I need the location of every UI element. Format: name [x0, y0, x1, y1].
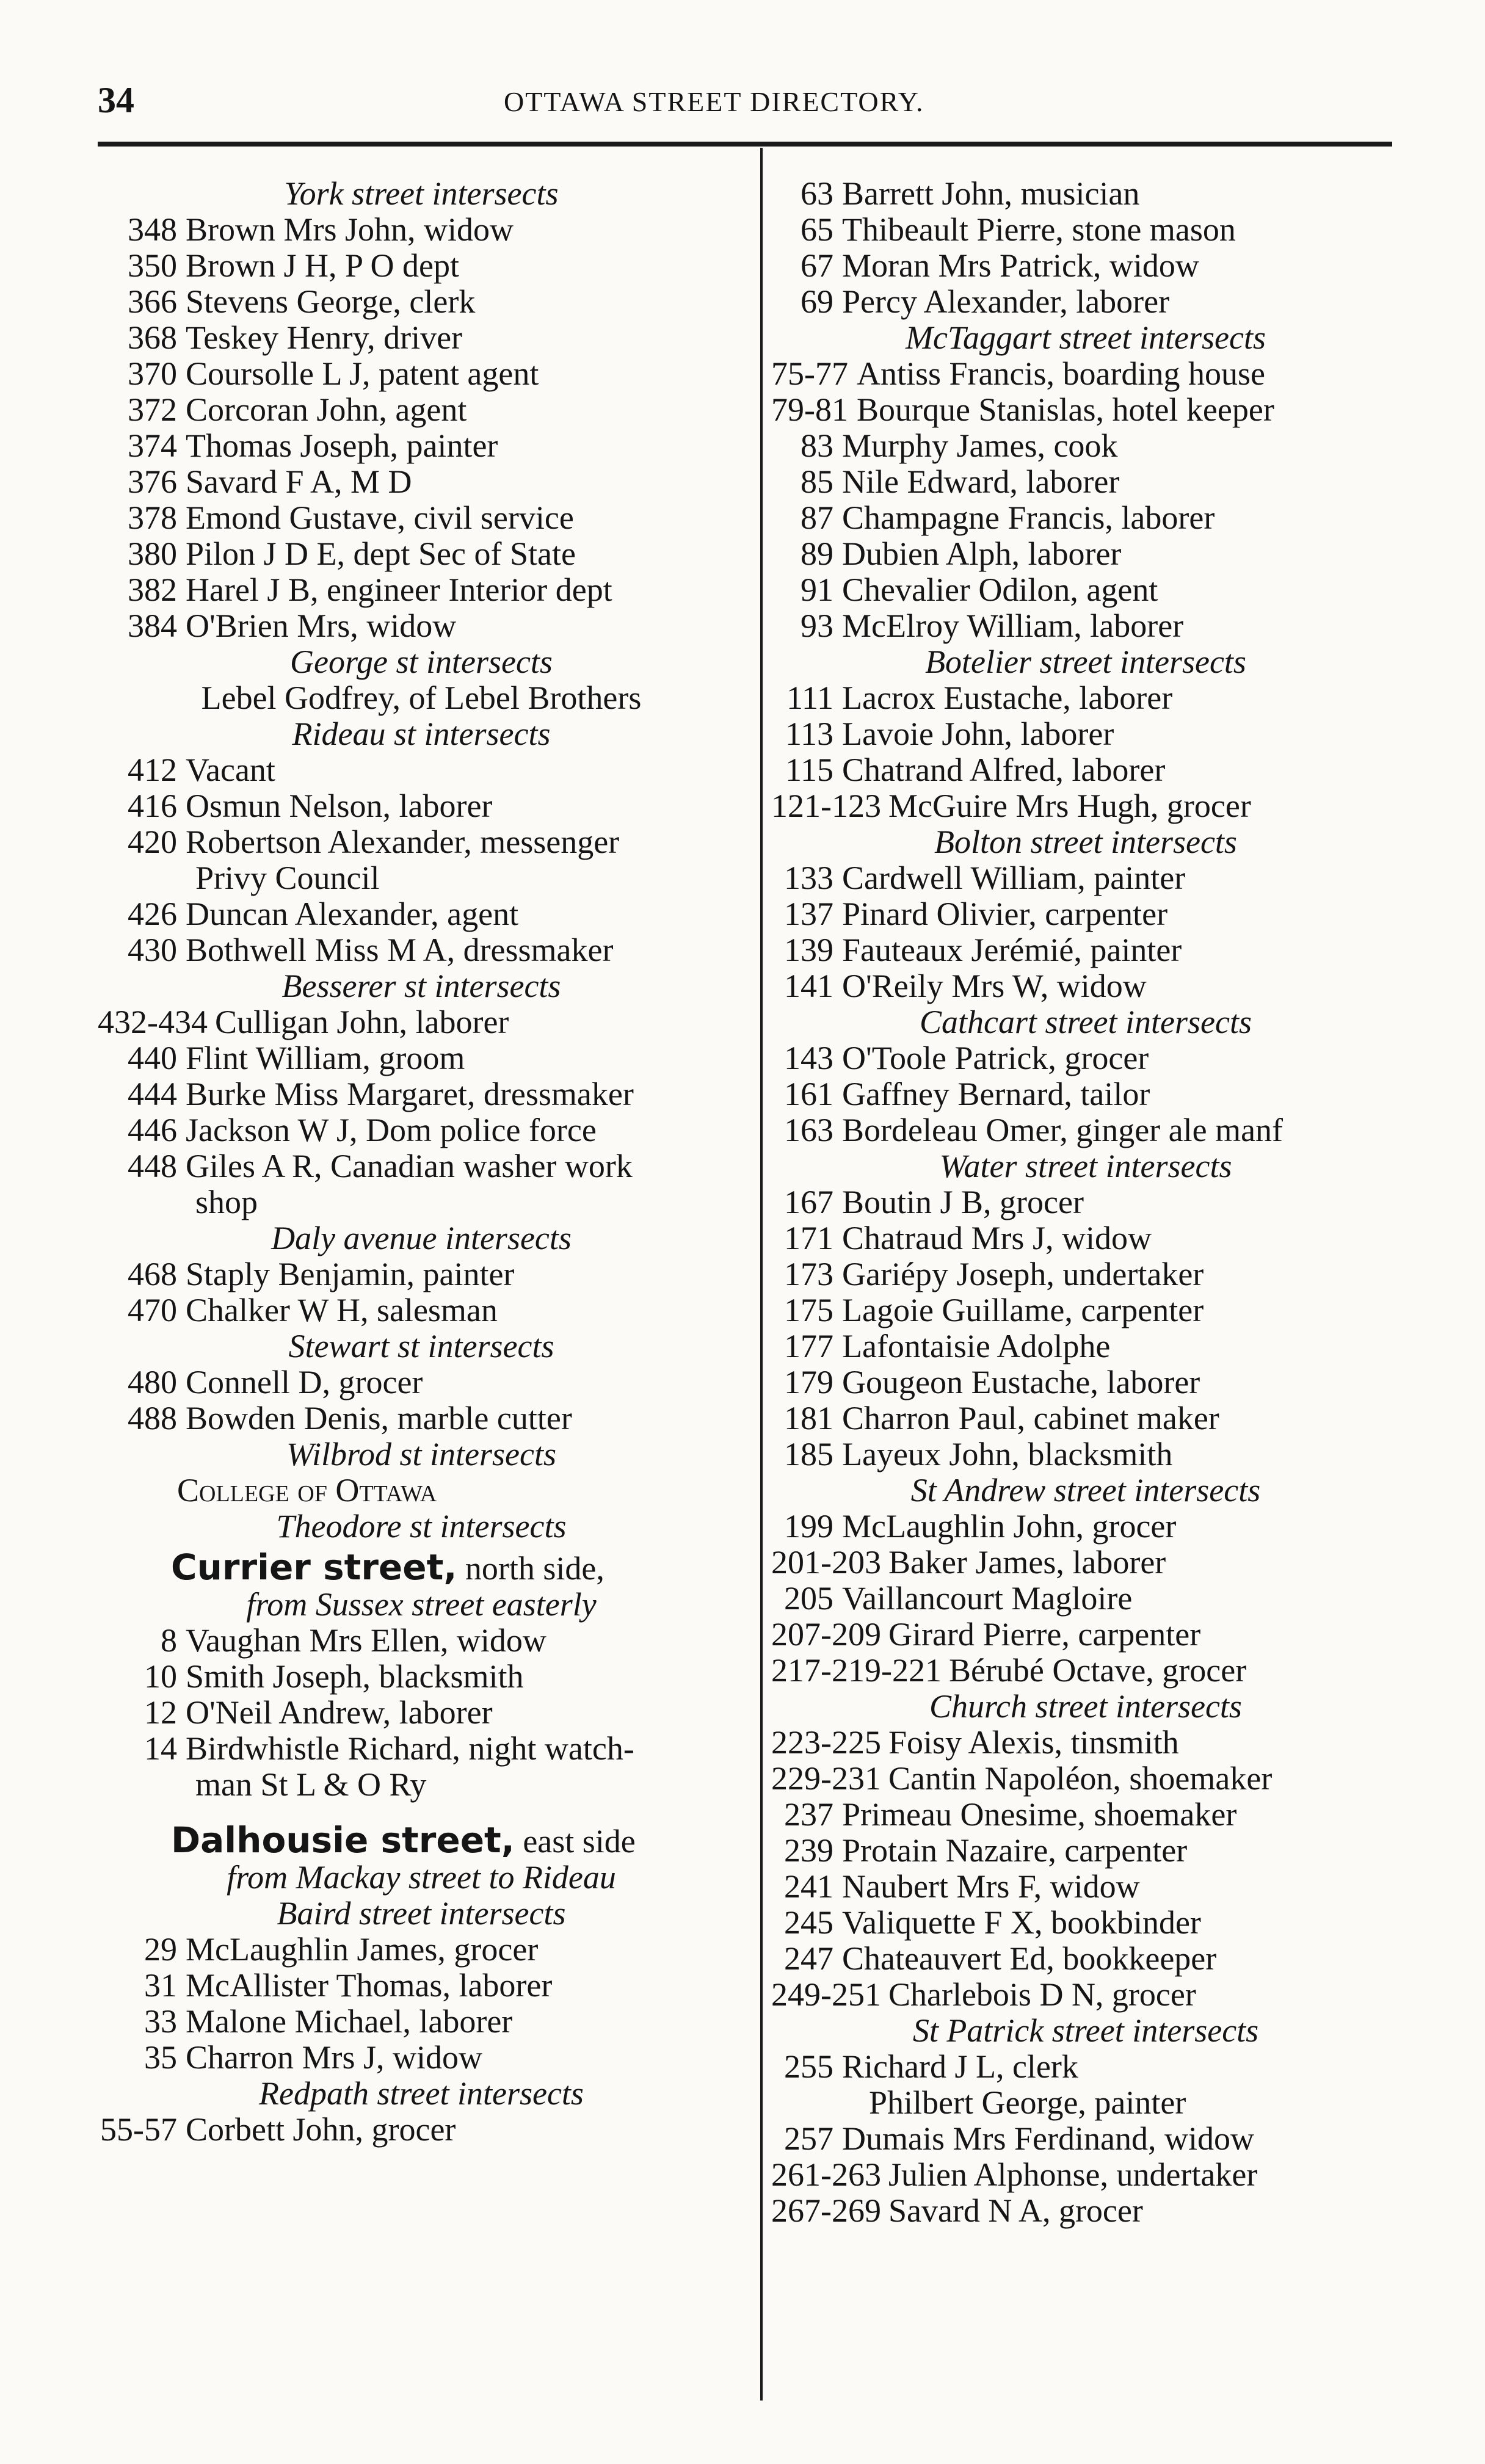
resident-name: Murphy James, cook — [842, 427, 1118, 464]
house-number: 175 — [784, 1292, 833, 1328]
resident-name: Chalker W H, salesman — [186, 1292, 498, 1328]
resident-name: McLaughlin John, grocer — [842, 1508, 1177, 1545]
resident-name: Birdwhistle Richard, night watch- — [186, 1730, 634, 1767]
directory-entry — [98, 1256, 745, 1292]
house-number: 348 — [128, 211, 177, 248]
street-side: north side, — [465, 1550, 605, 1587]
house-number: 372 — [128, 391, 177, 428]
resident-name: Julien Alphonse, undertaker — [888, 2156, 1258, 2193]
house-number: 384 — [128, 607, 177, 644]
directory-entry — [98, 1364, 745, 1400]
directory-entry — [771, 2193, 1400, 2229]
directory-entry — [771, 680, 1400, 716]
header-rule — [98, 142, 1392, 147]
house-number: 199 — [784, 1508, 833, 1545]
house-number: 237 — [784, 1796, 833, 1833]
intersects-heading: Baird street intersects — [277, 1895, 566, 1932]
resident-name: McLaughlin James, grocer — [186, 1931, 539, 1968]
house-number: 440 — [128, 1040, 177, 1076]
house-number: 29 — [144, 1931, 177, 1968]
column-divider — [760, 148, 763, 2401]
directory-entry — [98, 392, 745, 428]
directory-entry — [771, 1076, 1400, 1112]
directory-entry — [98, 1731, 745, 1767]
intersects-heading: Botelier street intersects — [925, 643, 1246, 680]
intersects-heading: Water street intersects — [939, 1148, 1232, 1184]
resident-name: Barrett John, musician — [842, 175, 1140, 212]
intersects-heading: from Mackay street to Rideau — [227, 1859, 616, 1896]
intersects-heading: Wilbrod st intersects — [286, 1436, 556, 1473]
directory-entry — [771, 1869, 1400, 1905]
house-number: 67 — [801, 247, 833, 284]
house-number: 229-231 — [771, 1760, 881, 1797]
resident-name: Brown J H, P O dept — [186, 247, 460, 284]
house-number: 376 — [128, 463, 177, 500]
house-number: 171 — [784, 1220, 833, 1256]
resident-name: O'Brien Mrs, widow — [186, 607, 457, 644]
resident-name: Boutin J B, grocer — [842, 1184, 1084, 1220]
house-number: 179 — [784, 1364, 833, 1400]
directory-entry — [98, 1659, 745, 1695]
resident-name: Staply Benjamin, painter — [186, 1256, 515, 1292]
house-number: 374 — [128, 427, 177, 464]
house-number: 83 — [801, 427, 833, 464]
house-number: 257 — [784, 2120, 833, 2157]
directory-entry — [771, 716, 1400, 752]
resident-name: Bowden Denis, marble cutter — [186, 1400, 572, 1437]
house-number: 267-269 — [771, 2192, 881, 2229]
directory-entry — [98, 1968, 745, 2004]
resident-name: Gariépy Joseph, undertaker — [842, 1256, 1204, 1292]
house-number: 89 — [801, 535, 833, 572]
resident-name: Gaffney Bernard, tailor — [842, 1076, 1150, 1112]
resident-name: Dubien Alph, laborer — [842, 535, 1122, 572]
house-number: 177 — [784, 1328, 833, 1364]
directory-entry — [771, 1725, 1400, 1761]
directory-entry — [771, 1977, 1400, 2013]
resident-name: Champagne Francis, laborer — [842, 499, 1215, 536]
intersects-heading: Bolton street intersects — [934, 824, 1237, 860]
directory-entry — [98, 608, 745, 644]
directory-entry — [98, 752, 745, 788]
resident-name: Foisy Alexis, tinsmith — [888, 1724, 1179, 1761]
resident-name: McAllister Thomas, laborer — [186, 1967, 553, 2004]
resident-name: Corcoran John, agent — [186, 391, 467, 428]
directory-entry — [98, 1623, 745, 1659]
house-number: 205 — [784, 1580, 833, 1617]
house-number: 420 — [128, 824, 177, 860]
house-number: 75-77 — [771, 355, 848, 392]
directory-entry — [98, 1148, 745, 1184]
house-number: 430 — [128, 932, 177, 968]
directory-entry — [771, 1220, 1400, 1256]
house-number: 468 — [128, 1256, 177, 1292]
resident-name: Percy Alexander, laborer — [842, 283, 1170, 320]
directory-entry — [771, 176, 1400, 212]
resident-name: Charron Paul, cabinet maker — [842, 1400, 1219, 1437]
directory-entry — [771, 464, 1400, 500]
directory-entry — [771, 1040, 1400, 1076]
resident-name: Primeau Onesime, shoemaker — [842, 1796, 1237, 1833]
resident-name: Vaughan Mrs Ellen, widow — [186, 1622, 546, 1659]
resident-name: Charlebois D N, grocer — [888, 1976, 1196, 2013]
house-number: 121-123 — [771, 788, 881, 824]
house-number: 115 — [785, 752, 833, 788]
house-number: 201-203 — [771, 1544, 881, 1581]
resident-name: Gougeon Eustache, laborer — [842, 1364, 1200, 1400]
resident-name: Thomas Joseph, painter — [186, 427, 498, 464]
resident-name: Emond Gustave, civil service — [186, 499, 574, 536]
entry-continuation: shop — [195, 1184, 258, 1220]
directory-entry — [771, 1184, 1400, 1220]
resident-name: Cardwell William, painter — [842, 860, 1186, 896]
directory-entry — [771, 2157, 1400, 2193]
directory-entry — [98, 2004, 745, 2040]
resident-name: Chatraud Mrs J, widow — [842, 1220, 1152, 1256]
directory-entry — [771, 1761, 1400, 1797]
directory-entry — [98, 788, 745, 824]
house-number: 35 — [144, 2039, 177, 2076]
resident-name: Baker James, laborer — [888, 1544, 1166, 1581]
directory-entry — [98, 1400, 745, 1437]
house-number: 63 — [801, 175, 833, 212]
directory-entry — [98, 1076, 745, 1112]
entry-continuation: man St L & O Ry — [195, 1766, 427, 1803]
house-number: 416 — [128, 788, 177, 824]
house-number: 85 — [801, 463, 833, 500]
directory-entry — [771, 1797, 1400, 1833]
directory-entry — [771, 788, 1400, 824]
resident-name: Pilon J D E, dept Sec of State — [186, 535, 576, 572]
directory-entry — [771, 1509, 1400, 1545]
resident-name: Lavoie John, laborer — [842, 716, 1114, 752]
resident-name: Layeux John, blacksmith — [842, 1436, 1173, 1473]
resident-name: O'Neil Andrew, laborer — [186, 1694, 493, 1731]
house-number: 12 — [144, 1694, 177, 1731]
resident-name: Vacant — [186, 752, 275, 788]
institution-name: College of Ottawa — [177, 1472, 437, 1509]
resident-name: Teskey Henry, driver — [186, 319, 463, 356]
house-number: 161 — [784, 1076, 833, 1112]
resident-name: Bothwell Miss M A, dressmaker — [186, 932, 614, 968]
directory-entry — [771, 608, 1400, 644]
resident-name: Osmun Nelson, laborer — [186, 788, 493, 824]
directory-entry — [771, 392, 1400, 428]
directory-entry — [771, 1545, 1400, 1581]
resident-name: Protain Nazaire, carpenter — [842, 1832, 1188, 1869]
house-number: 141 — [784, 968, 833, 1004]
house-number: 93 — [801, 607, 833, 644]
resident-name: Nile Edward, laborer — [842, 463, 1120, 500]
house-number: 245 — [784, 1904, 833, 1941]
directory-entry — [98, 2112, 745, 2148]
resident-name: Bordeleau Omer, ginger ale manf — [842, 1112, 1283, 1148]
resident-name: Richard J L, clerk — [842, 2048, 1078, 2085]
resident-name: Robertson Alexander, messenger — [186, 824, 620, 860]
street-side: east side — [523, 1823, 636, 1860]
resident-name: McGuire Mrs Hugh, grocer — [888, 788, 1251, 824]
resident-name: Connell D, grocer — [186, 1364, 423, 1400]
resident-name: Malone Michael, laborer — [186, 2003, 513, 2040]
directory-entry — [98, 248, 745, 284]
intersects-heading: Church street intersects — [929, 1688, 1242, 1725]
resident-name: Corbett John, grocer — [186, 2111, 456, 2148]
entry-continuation: Privy Council — [195, 860, 380, 896]
resident-name: Lagoie Guillame, carpenter — [842, 1292, 1204, 1328]
left-column — [98, 176, 745, 2148]
intersects-heading: McTaggart street intersects — [906, 319, 1266, 356]
directory-entry — [771, 1400, 1400, 1437]
directory-entry — [98, 212, 745, 248]
directory-entry — [98, 2040, 745, 2076]
directory-entry — [98, 1292, 745, 1328]
house-number: 31 — [144, 1967, 177, 2004]
directory-entry — [771, 1941, 1400, 1977]
directory-entry — [771, 1833, 1400, 1869]
house-number: 366 — [128, 283, 177, 320]
resident-name: Bourque Stanislas, hotel keeper — [856, 391, 1274, 428]
right-column — [771, 176, 1400, 2229]
resident-name: Fauteaux Jerémié, painter — [842, 932, 1182, 968]
intersects-heading: Theodore st intersects — [276, 1508, 567, 1545]
directory-entry — [771, 968, 1400, 1004]
resident-name: Stevens George, clerk — [186, 283, 476, 320]
resident-name: Bérubé Octave, grocer — [948, 1652, 1247, 1689]
resident-name: Pinard Olivier, carpenter — [842, 896, 1168, 932]
resident-name: Girard Pierre, carpenter — [888, 1616, 1201, 1653]
house-number: 380 — [128, 535, 177, 572]
running-title: OTTAWA STREET DIRECTORY. — [504, 86, 924, 117]
house-number: 173 — [784, 1256, 833, 1292]
spacer — [98, 1803, 745, 1817]
directory-entry — [98, 896, 745, 932]
street-name: Currier street, — [171, 1546, 457, 1588]
directory-entry — [98, 1040, 745, 1076]
entry-continuation: Philbert George, painter — [869, 2084, 1186, 2121]
resident-name: Chatrand Alfred, laborer — [842, 752, 1166, 788]
resident-name: O'Reily Mrs W, widow — [842, 968, 1147, 1004]
resident-name: Antiss Francis, boarding house — [856, 355, 1265, 392]
directory-entry — [771, 1905, 1400, 1941]
directory-entry — [771, 932, 1400, 968]
intersects-heading: Stewart st intersects — [288, 1328, 554, 1364]
house-number: 137 — [784, 896, 833, 932]
house-number: 181 — [784, 1400, 833, 1437]
house-number: 79-81 — [771, 391, 848, 428]
house-number: 133 — [784, 860, 833, 896]
house-number: 91 — [801, 571, 833, 608]
house-number: 217-219-221 — [771, 1652, 942, 1689]
house-number: 207-209 — [771, 1616, 881, 1653]
house-number: 33 — [144, 2003, 177, 2040]
resident-name: Savard N A, grocer — [888, 2192, 1143, 2229]
directory-entry — [98, 536, 745, 572]
house-number: 8 — [161, 1622, 177, 1659]
intersects-heading: Cathcart street intersects — [920, 1004, 1252, 1040]
directory-entry — [98, 1112, 745, 1148]
directory-entry — [98, 428, 745, 464]
directory-entry — [98, 932, 745, 968]
house-number: 167 — [784, 1184, 833, 1220]
directory-entry — [98, 320, 745, 356]
house-number: 247 — [784, 1940, 833, 1977]
resident-name: Thibeault Pierre, stone mason — [842, 211, 1236, 248]
house-number: 241 — [784, 1868, 833, 1905]
directory-entry — [98, 1695, 745, 1731]
directory-note: Lebel Godfrey, of Lebel Brothers — [201, 679, 642, 716]
house-number: 185 — [784, 1436, 833, 1473]
resident-name: Vaillancourt Magloire — [842, 1580, 1133, 1617]
intersects-heading: Daly avenue intersects — [271, 1220, 572, 1256]
house-number: 87 — [801, 499, 833, 536]
resident-name: Coursolle L J, patent agent — [186, 355, 539, 392]
resident-name: Culligan John, laborer — [214, 1004, 509, 1040]
house-number: 223-225 — [771, 1724, 881, 1761]
resident-name: Moran Mrs Patrick, widow — [842, 247, 1199, 284]
resident-name: Cantin Napoléon, shoemaker — [888, 1760, 1273, 1797]
house-number: 239 — [784, 1832, 833, 1869]
resident-name: O'Toole Patrick, grocer — [842, 1040, 1149, 1076]
directory-entry — [771, 2049, 1400, 2085]
house-number: 261-263 — [771, 2156, 881, 2193]
directory-entry — [771, 752, 1400, 788]
house-number: 446 — [128, 1112, 177, 1148]
house-number: 382 — [128, 571, 177, 608]
resident-name: Valiquette F X, bookbinder — [842, 1904, 1201, 1941]
resident-name: Brown Mrs John, widow — [186, 211, 514, 248]
resident-name: Burke Miss Margaret, dressmaker — [186, 1076, 634, 1112]
house-number: 480 — [128, 1364, 177, 1400]
directory-entry — [771, 1653, 1400, 1689]
house-number: 378 — [128, 499, 177, 536]
resident-name: Lacrox Eustache, laborer — [842, 679, 1173, 716]
directory-entry — [771, 284, 1400, 320]
resident-name: Smith Joseph, blacksmith — [186, 1658, 524, 1695]
house-number: 139 — [784, 932, 833, 968]
page-header — [0, 79, 1485, 128]
street-heading — [98, 1819, 745, 1861]
house-number: 444 — [128, 1076, 177, 1112]
house-number: 65 — [801, 211, 833, 248]
house-number: 55-57 — [100, 2111, 177, 2148]
directory-entry — [98, 500, 745, 536]
directory-entry — [98, 1932, 745, 1968]
house-number: 143 — [784, 1040, 833, 1076]
directory-entry — [771, 1256, 1400, 1292]
page-number: 34 — [98, 80, 134, 120]
house-number: 370 — [128, 355, 177, 392]
directory-entry — [771, 860, 1400, 896]
house-number: 69 — [801, 283, 833, 320]
directory-entry — [771, 1581, 1400, 1617]
directory-entry — [98, 572, 745, 608]
directory-entry — [771, 1617, 1400, 1653]
directory-entry — [98, 1004, 745, 1040]
directory-entry — [771, 428, 1400, 464]
directory-entry — [98, 284, 745, 320]
directory-entry — [98, 356, 745, 392]
directory-entry — [771, 212, 1400, 248]
intersects-heading: Besserer st intersects — [281, 968, 561, 1004]
resident-name: Naubert Mrs F, widow — [842, 1868, 1140, 1905]
directory-entry — [98, 824, 745, 860]
street-heading — [98, 1546, 745, 1588]
house-number: 163 — [784, 1112, 833, 1148]
house-number: 350 — [128, 247, 177, 284]
resident-name: Savard F A, M D — [186, 463, 412, 500]
intersects-heading: St Patrick street intersects — [912, 2012, 1259, 2049]
directory-entry — [98, 464, 745, 500]
resident-name: Jackson W J, Dom police force — [186, 1112, 597, 1148]
resident-name: Flint William, groom — [186, 1040, 465, 1076]
directory-entry — [771, 2121, 1400, 2157]
resident-name: Dumais Mrs Ferdinand, widow — [842, 2120, 1254, 2157]
house-number: 488 — [128, 1400, 177, 1437]
intersects-heading: Rideau st intersects — [292, 716, 551, 752]
resident-name: Duncan Alexander, agent — [186, 896, 519, 932]
resident-name: Giles A R, Canadian washer work — [186, 1148, 633, 1184]
house-number: 412 — [128, 752, 177, 788]
intersects-heading: York street intersects — [284, 175, 559, 212]
house-number: 249-251 — [771, 1976, 881, 2013]
directory-entry — [771, 536, 1400, 572]
directory-entry — [771, 1328, 1400, 1364]
intersects-heading: Redpath street intersects — [259, 2075, 584, 2112]
directory-entry — [771, 1364, 1400, 1400]
resident-name: Lafontaisie Adolphe — [842, 1328, 1111, 1364]
house-number: 113 — [785, 716, 833, 752]
directory-entry — [771, 356, 1400, 392]
directory-entry — [771, 1112, 1400, 1148]
house-number: 14 — [144, 1730, 177, 1767]
intersects-heading: George st intersects — [290, 643, 553, 680]
house-number: 10 — [144, 1658, 177, 1695]
resident-name: Chevalier Odilon, agent — [842, 571, 1158, 608]
directory-entry — [771, 1437, 1400, 1473]
resident-name: Chateauvert Ed, bookkeeper — [842, 1940, 1217, 1977]
directory-entry — [771, 248, 1400, 284]
resident-name: McElroy William, laborer — [842, 607, 1184, 644]
directory-entry — [771, 500, 1400, 536]
house-number: 111 — [786, 679, 833, 716]
directory-entry — [771, 1292, 1400, 1328]
directory-entry — [771, 572, 1400, 608]
intersects-heading: St Andrew street intersects — [910, 1472, 1261, 1509]
house-number: 448 — [128, 1148, 177, 1184]
intersects-heading: from Sussex street easterly — [246, 1586, 597, 1623]
directory-entry — [771, 896, 1400, 932]
house-number: 368 — [128, 319, 177, 356]
street-name: Dalhousie street, — [171, 1819, 515, 1861]
house-number: 255 — [784, 2048, 833, 2085]
resident-name: Harel J B, engineer Interior dept — [186, 571, 612, 608]
house-number: 470 — [128, 1292, 177, 1328]
house-number: 426 — [128, 896, 177, 932]
house-number: 432-434 — [98, 1004, 208, 1040]
resident-name: Charron Mrs J, widow — [186, 2039, 482, 2076]
